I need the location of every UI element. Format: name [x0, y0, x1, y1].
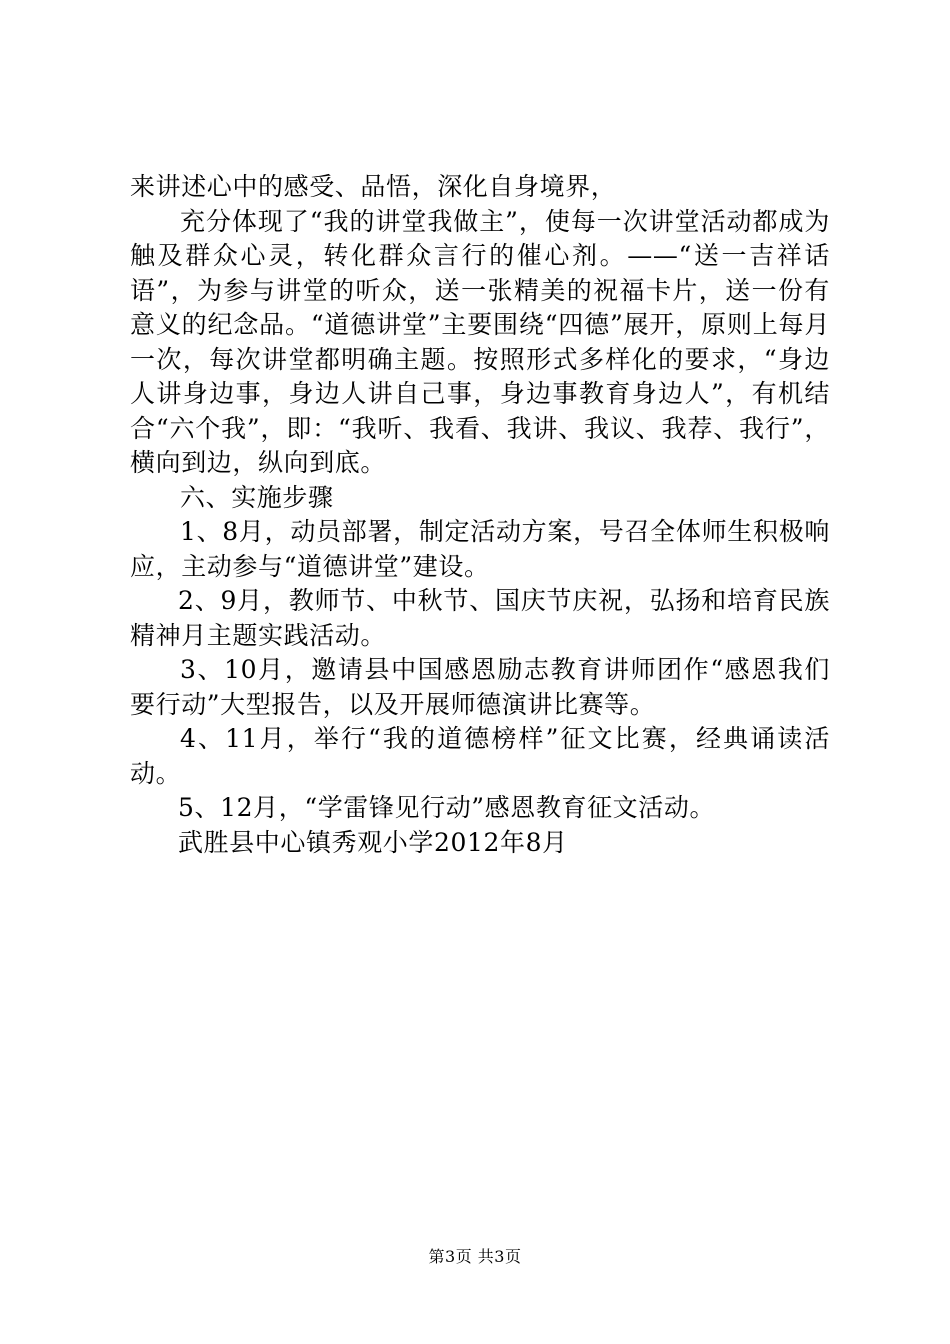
step-4-november: 4、11月，举行“我的道德榜样”征文比赛，经典诵读活动。 — [130, 724, 830, 788]
step-1-august: 1、8月，动员部署，制定活动方案，号召全体师生积极响应，主动参与“道德讲堂”建设。 — [130, 517, 830, 581]
document-body — [130, 170, 830, 860]
step-2-september: 2、9月，教师节、中秋节、国庆节庆祝，弘扬和培育民族精神月主题实践活动。 — [130, 586, 830, 650]
paragraph-lecture-description: 充分体现了“我的讲堂我做主”，使每一次讲堂活动都成为触及群众心灵，转化群众言行的催心剂。——“送一吉祥话语”，为参与讲堂的听众，送一张精美的祝福卡片，送一份有意义的纪念品。“道德讲堂”主要围绕“四德”展开，原则上每月一次，每次讲堂都明确主题。按照形式多样化的要求，“身边人讲身边事，身边人讲自己事，身边事教育身边人”，有机结合“六个我”，即：“我听、我看、我讲、我议、我荐、我行”，横向到边，纵向到底。 — [130, 206, 830, 477]
step-3-october: 3、10月，邀请县中国感恩励志教育讲师团作“感恩我们要行动”大型报告，以及开展师德演讲比赛等。 — [130, 655, 830, 719]
signature-line: 武胜县中心镇秀观小学2012年8月 — [178, 827, 568, 857]
page-number-footer: 第3页 共3页 — [428, 1247, 522, 1266]
paragraph-continuation: 来讲述心中的感受、品悟，深化自身境界， — [130, 172, 617, 201]
section-heading-implementation-steps: 六、实施步骤 — [180, 482, 334, 512]
step-5-december: 5、12月，“学雷锋见行动”感恩教育征文活动。 — [178, 793, 716, 822]
